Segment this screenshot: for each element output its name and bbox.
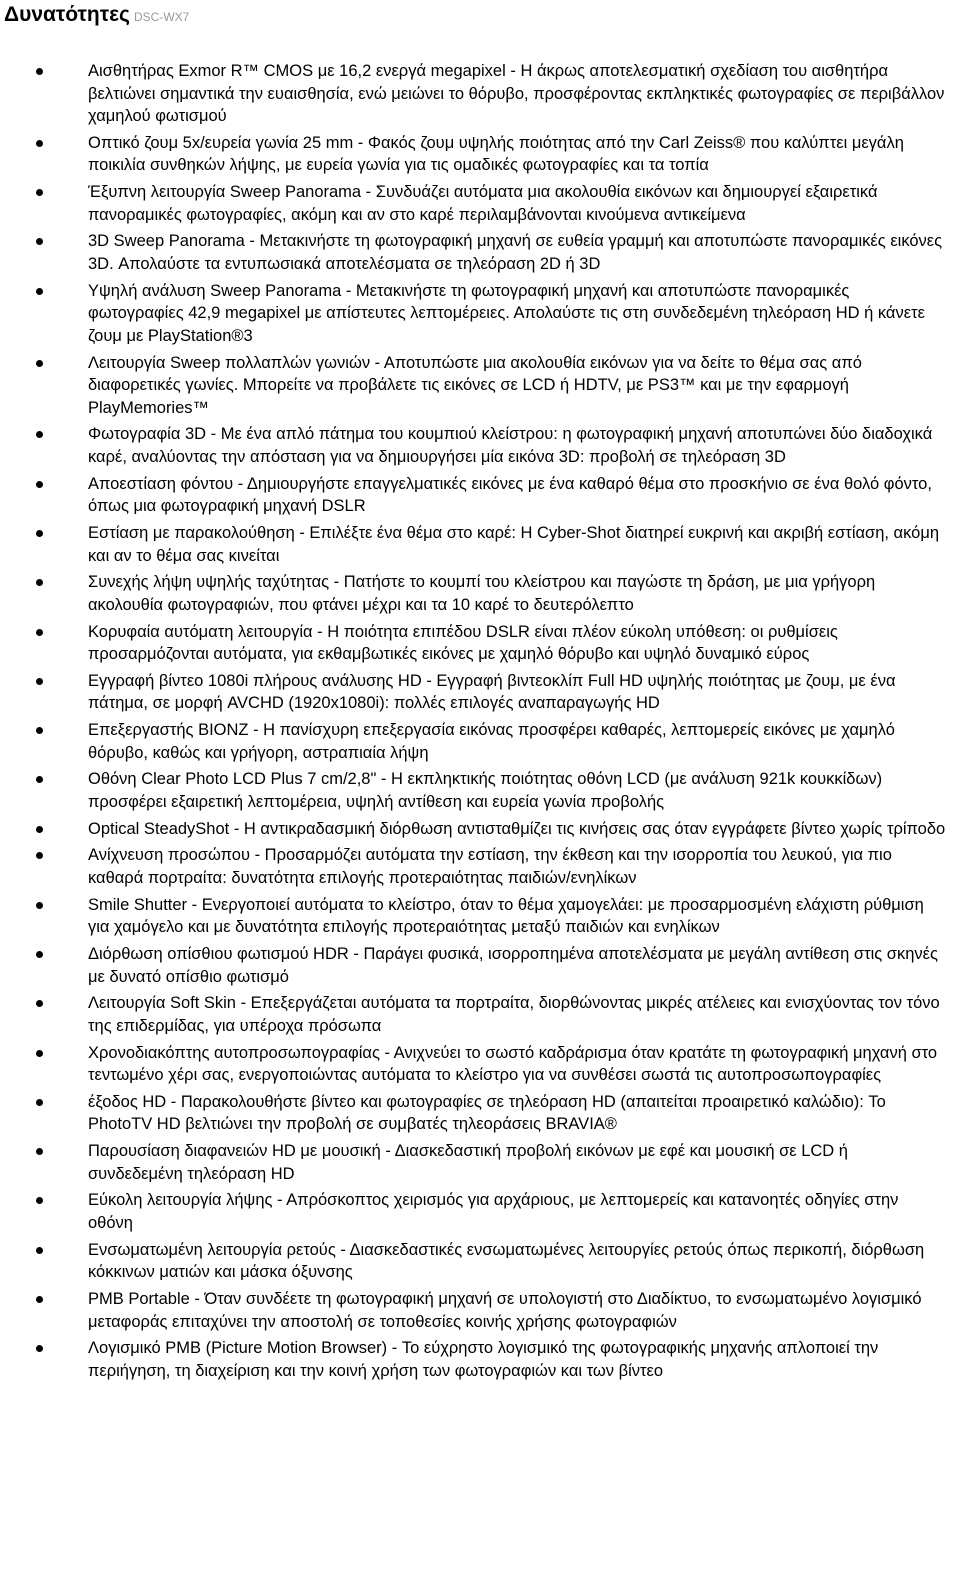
feature-text: Έξυπνη λειτουργία Sweep Panorama - Συνδυάζει αυτόματα μια ακολουθία εικόνων και δημιουργεί εξαιρετικά πανοραμικές φωτογραφίες, ακόμη και αν στο καρέ περιλαμβάνονται κινούμενα αντικείμενα xyxy=(88,183,878,224)
feature-text: Διόρθωση οπίσθιου φωτισμού HDR - Παράγει φυσικά, ισορροπημένα αποτελέσματα με μεγάλη αντίθεση στις σκηνές με δυνατό οπίσθιο φωτισμό xyxy=(88,944,938,986)
bullet-icon xyxy=(36,1247,43,1254)
feature-item xyxy=(0,719,960,764)
bullet-icon xyxy=(36,826,43,833)
bullet-icon xyxy=(36,360,43,367)
feature-item xyxy=(0,768,960,813)
bullet-icon xyxy=(36,727,43,734)
feature-item xyxy=(0,423,960,468)
feature-text: Συνεχής λήψη υψηλής ταχύτητας - Πατήστε το κουμπί του κλείστρου και παγώστε τη δράση, με μια γρήγορη ακολουθία φωτογραφιών, που φτάνει μέχρι και τα 10 καρέ το δευτερόλεπτο xyxy=(88,573,876,614)
feature-item xyxy=(0,522,960,567)
bullet-icon xyxy=(36,902,43,909)
bullet-icon xyxy=(36,951,43,958)
feature-text: Φωτογραφία 3D - Με ένα απλό πάτημα του κουμπιού κλείστρου: η φωτογραφική μηχανή αποτυπώνει δύο διαδοχικά καρέ, αναλύοντας την απόσταση για να δημιουργήσει μία εικόνα 3D: προβολή σε τηλεόραση 3D xyxy=(88,425,933,467)
page-title xyxy=(4,2,189,30)
feature-item xyxy=(0,473,960,518)
bullet-icon xyxy=(36,238,43,245)
model-label: DSC-WX7 xyxy=(133,10,190,24)
feature-text: Εύκολη λειτουργία λήψης - Απρόσκοπτος χειρισμός για αρχάριους, με λεπτομερείς και κατανοητές οδηγίες στην οθόνη xyxy=(88,1191,899,1232)
feature-item xyxy=(0,992,960,1037)
feature-text: Κορυφαία αυτόματη λειτουργία - Η ποιότητα επιπέδου DSLR είναι πλέον εύκολη υπόθεση: οι ρυθμίσεις προσαρμόζονται αυτόματα, για εκθαμβωτικές εικόνες με χαμηλό θόρυβο και υψηλό δυναμικό εύρος xyxy=(88,622,838,664)
feature-text: Ανίχνευση προσώπου - Προσαρμόζει αυτόματα την εστίαση, την έκθεση και την ισορροπία του λευκού, για πιο καθαρά πορτραίτα: δυνατότητα επιλογής προτεραιότητας παιδιών/ενηλίκων xyxy=(88,846,892,887)
bullet-icon xyxy=(36,481,43,488)
feature-item xyxy=(0,1288,960,1333)
feature-item xyxy=(0,1337,960,1382)
bullet-icon xyxy=(36,1148,43,1155)
feature-text: Λειτουργία Soft Skin - Επεξεργάζεται αυτόματα τα πορτραίτα, διορθώνοντας μικρές ατέλειες και ενισχύοντας τον τόνο της επιδερμίδας, για υπέροχα πρόσωπα xyxy=(88,994,940,1035)
feature-item xyxy=(0,844,960,889)
feature-item xyxy=(0,621,960,666)
feature-text: 3D Sweep Panorama - Μετακινήστε τη φωτογραφική μηχανή σε ευθεία γραμμή και αποτυπώστε πανοραμικές εικόνες 3D. Απολαύστε τα εντυπωσιακά αποτελέσματα σε τηλεόραση 2D ή 3D xyxy=(88,232,943,274)
feature-item xyxy=(0,352,960,420)
feature-text: Επεξεργαστής BIONZ - Η πανίσχυρη επεξεργασία εικόνας προσφέρει καθαρές, λεπτομερείς εικόνες με χαμηλό θόρυβο, καθώς και γρήγορη, αστραπιαία λήψη xyxy=(88,721,895,762)
feature-text: Οθόνη Clear Photo LCD Plus 7 cm/2,8" - Η εκπληκτικής ποιότητας οθόνη LCD (με ανάλυση 921k κουκκίδων) προσφέρει εξαιρετική λεπτομέρεια, υψηλή αντίθεση και ευρεία γωνία προβολής xyxy=(88,770,883,812)
feature-item xyxy=(0,1042,960,1087)
bullet-icon xyxy=(36,1345,43,1352)
feature-text: Εγγραφή βίντεο 1080i πλήρους ανάλυσης HD - Εγγραφή βιντεοκλίπ Full HD υψηλής ποιότητας με ζουμ, με ένα πάτημα, σε μορφή AVCHD (1920x1080i): πολλές επιλογές αναπαραγωγής HD xyxy=(88,671,896,713)
feature-item xyxy=(0,571,960,616)
bullet-icon xyxy=(36,68,43,75)
bullet-icon xyxy=(36,1099,43,1106)
feature-item xyxy=(0,181,960,226)
feature-item xyxy=(0,894,960,939)
bullet-icon xyxy=(36,189,43,196)
feature-text: Smile Shutter - Ενεργοποιεί αυτόματα το κλείστρο, όταν το θέμα χαμογελάει: με προσαρμοσμένη ελάχιστη ρύθμιση για χαμόγελο και με δυνατότητα επιλογής προτεραιότητας μεταξύ παιδιών και ενηλίκων xyxy=(88,895,924,937)
feature-item xyxy=(0,132,960,177)
bullet-icon xyxy=(36,1050,43,1057)
feature-item xyxy=(0,1239,960,1284)
bullet-icon xyxy=(36,288,43,295)
bullet-icon xyxy=(36,1000,43,1007)
feature-item xyxy=(0,1189,960,1234)
feature-text: Ενσωματωμένη λειτουργία ρετούς - Διασκεδαστικές ενσωματωμένες λειτουργίες ρετούς όπως περικοπή, διόρθωση κόκκινων ματιών και μάσκα όξυνσης xyxy=(88,1240,925,1282)
bullet-icon xyxy=(36,629,43,636)
feature-text: Λογισμικό PMB (Picture Motion Browser) - Το εύχρηστο λογισμικό της φωτογραφικής μηχανής απλοποιεί την περιήγηση, τη διαχείριση και την κοινή χρήση των φωτογραφιών και των βίντεο xyxy=(88,1339,879,1380)
feature-item xyxy=(0,60,960,128)
feature-item xyxy=(0,280,960,348)
bullet-icon xyxy=(36,530,43,537)
feature-item xyxy=(0,1091,960,1136)
bullet-icon xyxy=(36,431,43,438)
feature-list xyxy=(0,60,960,1387)
feature-item xyxy=(0,670,960,715)
bullet-icon xyxy=(36,776,43,783)
bullet-icon xyxy=(36,140,43,147)
feature-text: Optical SteadyShot - Η αντικραδασμική διόρθωση αντισταθμίζει τις κινήσεις σας όταν εγγράφετε βίντεο χωρίς τρίποδο xyxy=(88,819,946,838)
feature-text: PMB Portable - Όταν συνδέετε τη φωτογραφική μηχανή σε υπολογιστή στο Διαδίκτυο, το ενσωματωμένο λογισμικό μεταφοράς επιταχύνει την αποστολή σε τοποθεσίες κοινής χρήσης φωτογραφιών xyxy=(88,1289,922,1331)
bullet-icon xyxy=(36,852,43,859)
feature-item xyxy=(0,943,960,988)
feature-text: Οπτικό ζουμ 5x/ευρεία γωνία 25 mm - Φακός ζουμ υψηλής ποιότητας από την Carl Zeiss® που καλύπτει μεγάλη ποικιλία συνθηκών λήψης, με ευρεία γωνία για τις ομαδικές φωτογραφίες και τα τοπία xyxy=(88,133,904,175)
feature-text: Αποεστίαση φόντου - Δημιουργήστε επαγγελματικές εικόνες με ένα καθαρό θέμα στο προσκήνιο σε ένα θολό φόντο, όπως μια φωτογραφική μηχανή DSLR xyxy=(88,474,932,516)
bullet-icon xyxy=(36,1296,43,1303)
feature-text: έξοδος HD - Παρακολουθήστε βίντεο και φωτογραφίες σε τηλεόραση HD (απαιτείται προαιρετικό καλώδιο): Το PhotoTV HD βελτιώνει την προβολή σε συμβατές τηλεοράσεις BRAVIA® xyxy=(88,1092,886,1134)
bullet-icon xyxy=(36,579,43,586)
feature-text: Παρουσίαση διαφανειών HD με μουσική - Διασκεδαστική προβολή εικόνων με εφέ και μουσική σε LCD ή συνδεδεμένη τηλεόραση HD xyxy=(88,1142,848,1183)
feature-text: Χρονοδιακόπτης αυτοπροσωπογραφίας - Ανιχνεύει το σωστό καδράρισμα όταν κρατάτε τη φωτογραφική μηχανή στο τεντωμένο χέρι σας, ενεργοποιώντας αυτόματα το κλείστρο για να συνθέσει σωστά τις αυτοπροσωπογραφίες xyxy=(88,1043,938,1085)
feature-text: Υψηλή ανάλυση Sweep Panorama - Μετακινήστε τη φωτογραφική μηχανή και αποτυπώστε πανοραμικές φωτογραφίες 42,9 megapixel με απίστευτες λεπτομέρειες. Απολαύστε τις στη συνδεδεμένη τηλεόραση HD ή κάνετε ζουμ με PlayStation®3 xyxy=(88,281,925,345)
bullet-icon xyxy=(36,1197,43,1204)
feature-item xyxy=(0,1140,960,1185)
feature-text: Λειτουργία Sweep πολλαπλών γωνιών - Αποτυπώστε μια ακολουθία εικόνων για να δείτε το θέμα σας από διαφορετικές γωνίες. Μπορείτε να προβάλετε τις εικόνες σε LCD ή HDTV, με PS3™ και με την εφαρμογή PlayMemories™ xyxy=(88,353,862,417)
feature-text: Αισθητήρας Exmor R™ CMOS με 16,2 ενεργά megapixel - Η άκρως αποτελεσματική σχεδίαση του αισθητήρα βελτιώνει σημαντικά την ευαισθησία, ενώ μειώνει το θόρυβο, προσφέροντας εκπληκτικές φωτογραφίες σε περιβάλλον χαμηλού φωτισμού xyxy=(88,62,945,126)
title-text: Δυνατότητες xyxy=(4,3,130,26)
feature-item xyxy=(0,818,960,841)
feature-text: Εστίαση με παρακολούθηση - Επιλέξτε ένα θέμα στο καρέ: Η Cyber-Shot διατηρεί ευκρινή και ακριβή εστίαση, ακόμη και αν το θέμα σας κινείται xyxy=(88,524,939,565)
bullet-icon xyxy=(36,678,43,685)
feature-item xyxy=(0,230,960,275)
